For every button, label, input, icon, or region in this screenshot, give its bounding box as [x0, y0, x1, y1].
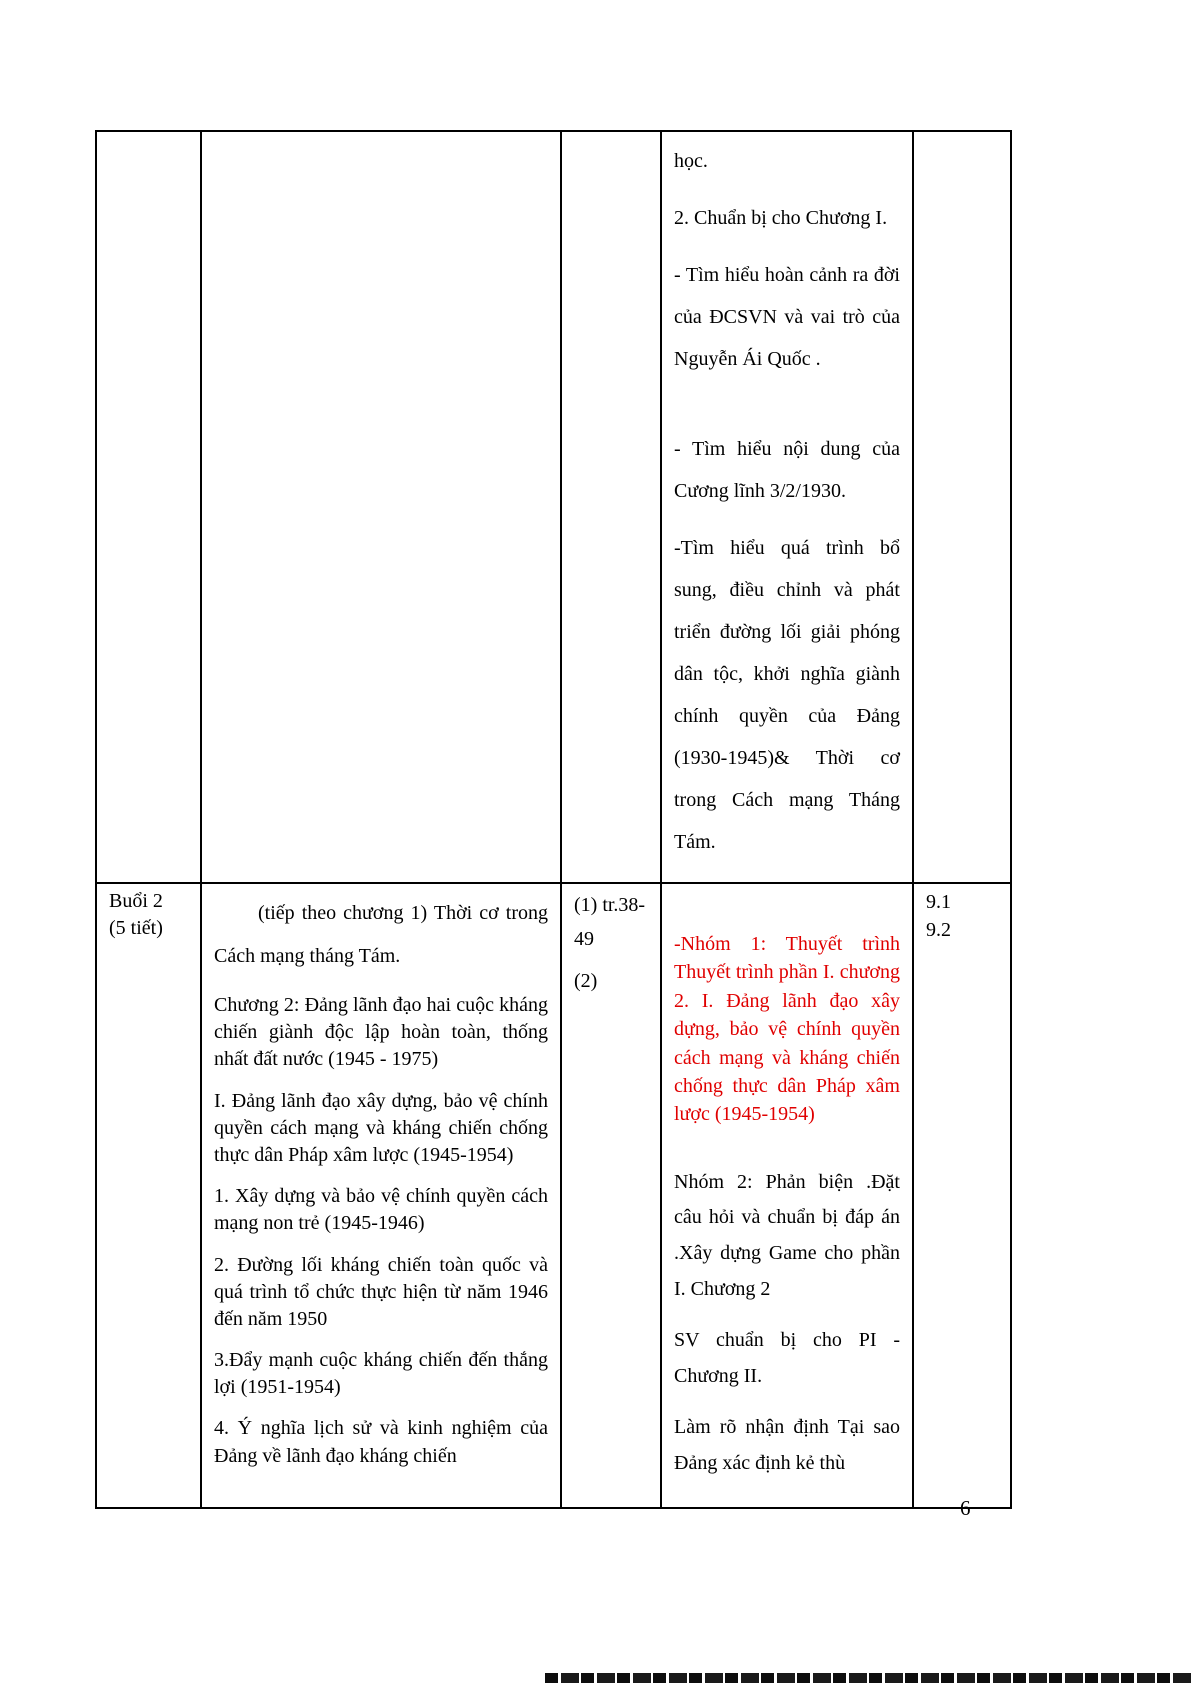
content-paragraph: I. Đảng lãnh đạo xây dựng, bảo vệ chính quyền cách mạng và kháng chiến chống thực dân Pháp xâm lược (1945-1954) — [214, 1089, 548, 1166]
material-reference: (2) — [574, 970, 598, 992]
outcome-code: 9.1 — [926, 891, 951, 913]
content-paragraph: Chương 2: Đảng lãnh đạo hai cuộc kháng chiến giành độc lập hoàn toàn, thống nhất đất nước (1945 - 1975) — [214, 994, 548, 1071]
cell-outcomes — [913, 883, 1011, 1508]
outcome-code: 9.2 — [926, 919, 951, 941]
content-paragraph: (tiếp theo chương 1) Thời cơ trong Cách mạng tháng Tám. — [214, 902, 548, 967]
cell-materials-empty — [561, 131, 661, 883]
cell-session — [96, 883, 201, 1508]
cell-materials — [561, 883, 661, 1508]
task-paragraph: SV chuẩn bị cho PI -Chương II. — [674, 1329, 900, 1387]
cell-session-empty — [96, 131, 201, 883]
note-paragraph: - Tìm hiểu hoàn cảnh ra đời của ĐCSVN và vai trò của Nguyễn Ái Quốc . — [674, 264, 900, 370]
content-paragraph: 4. Ý nghĩa lịch sử và kinh nghiệm của Đảng về lãnh đạo kháng chiến — [214, 1417, 548, 1467]
content-paragraph: 1. Xây dựng và bảo vệ chính quyền cách mạng non trẻ (1945-1946) — [214, 1185, 548, 1235]
cell-outcomes-empty — [913, 131, 1011, 883]
note-paragraph: học. — [674, 150, 708, 172]
course-schedule-table — [95, 130, 1012, 1509]
note-paragraph: -Tìm hiểu quá trình bổ sung, điều chỉnh và phát triển đường lối giải phóng dân tộc, khởi nghĩa giành chính quyền của Đảng (1930-1945)& Thời cơ trong Cách mạng Tháng Tám. — [674, 537, 900, 853]
note-paragraph: - Tìm hiểu nội dung của Cương lĩnh 3/2/1930. — [674, 438, 900, 502]
material-reference: (1) tr.38-49 — [574, 894, 646, 950]
session-duration: (5 tiết) — [109, 917, 163, 939]
task-group1-red: -Nhóm 1: Thuyết trình Thuyết trình phần I. chương 2. I. Đảng lãnh đạo xây dựng, bảo vệ chính quyền cách mạng và kháng chiến chống thực dân Pháp xâm lược (1945-1954) — [674, 933, 900, 1126]
cell-student-tasks — [661, 883, 913, 1508]
cell-content-empty — [201, 131, 561, 883]
content-paragraph: 3.Đẩy mạnh cuộc kháng chiến đến thắng lợi (1951-1954) — [214, 1349, 548, 1399]
session-label: Buổi 2 — [109, 890, 163, 912]
task-paragraph: Nhóm 2: Phản biện .Đặt câu hỏi và chuẩn bị đáp án .Xây dựng Game cho phần I. Chương 2 — [674, 1170, 900, 1300]
table-row-continuation — [96, 131, 1011, 883]
cell-preparation-notes — [661, 131, 913, 883]
page-number: 6 — [960, 1496, 971, 1520]
cell-lecture-content — [201, 883, 561, 1508]
note-paragraph: 2. Chuẩn bị cho Chương I. — [674, 207, 888, 229]
content-paragraph: 2. Đường lối kháng chiến toàn quốc và quá trình tổ chức thực hiện từ năm 1946 đến năm 1950 — [214, 1253, 548, 1330]
next-page-edge-artifact — [545, 1673, 1191, 1683]
table-row-session-2 — [96, 883, 1011, 1508]
task-paragraph: Làm rõ nhận định Tại sao Đảng xác định kẻ thù — [674, 1416, 900, 1474]
